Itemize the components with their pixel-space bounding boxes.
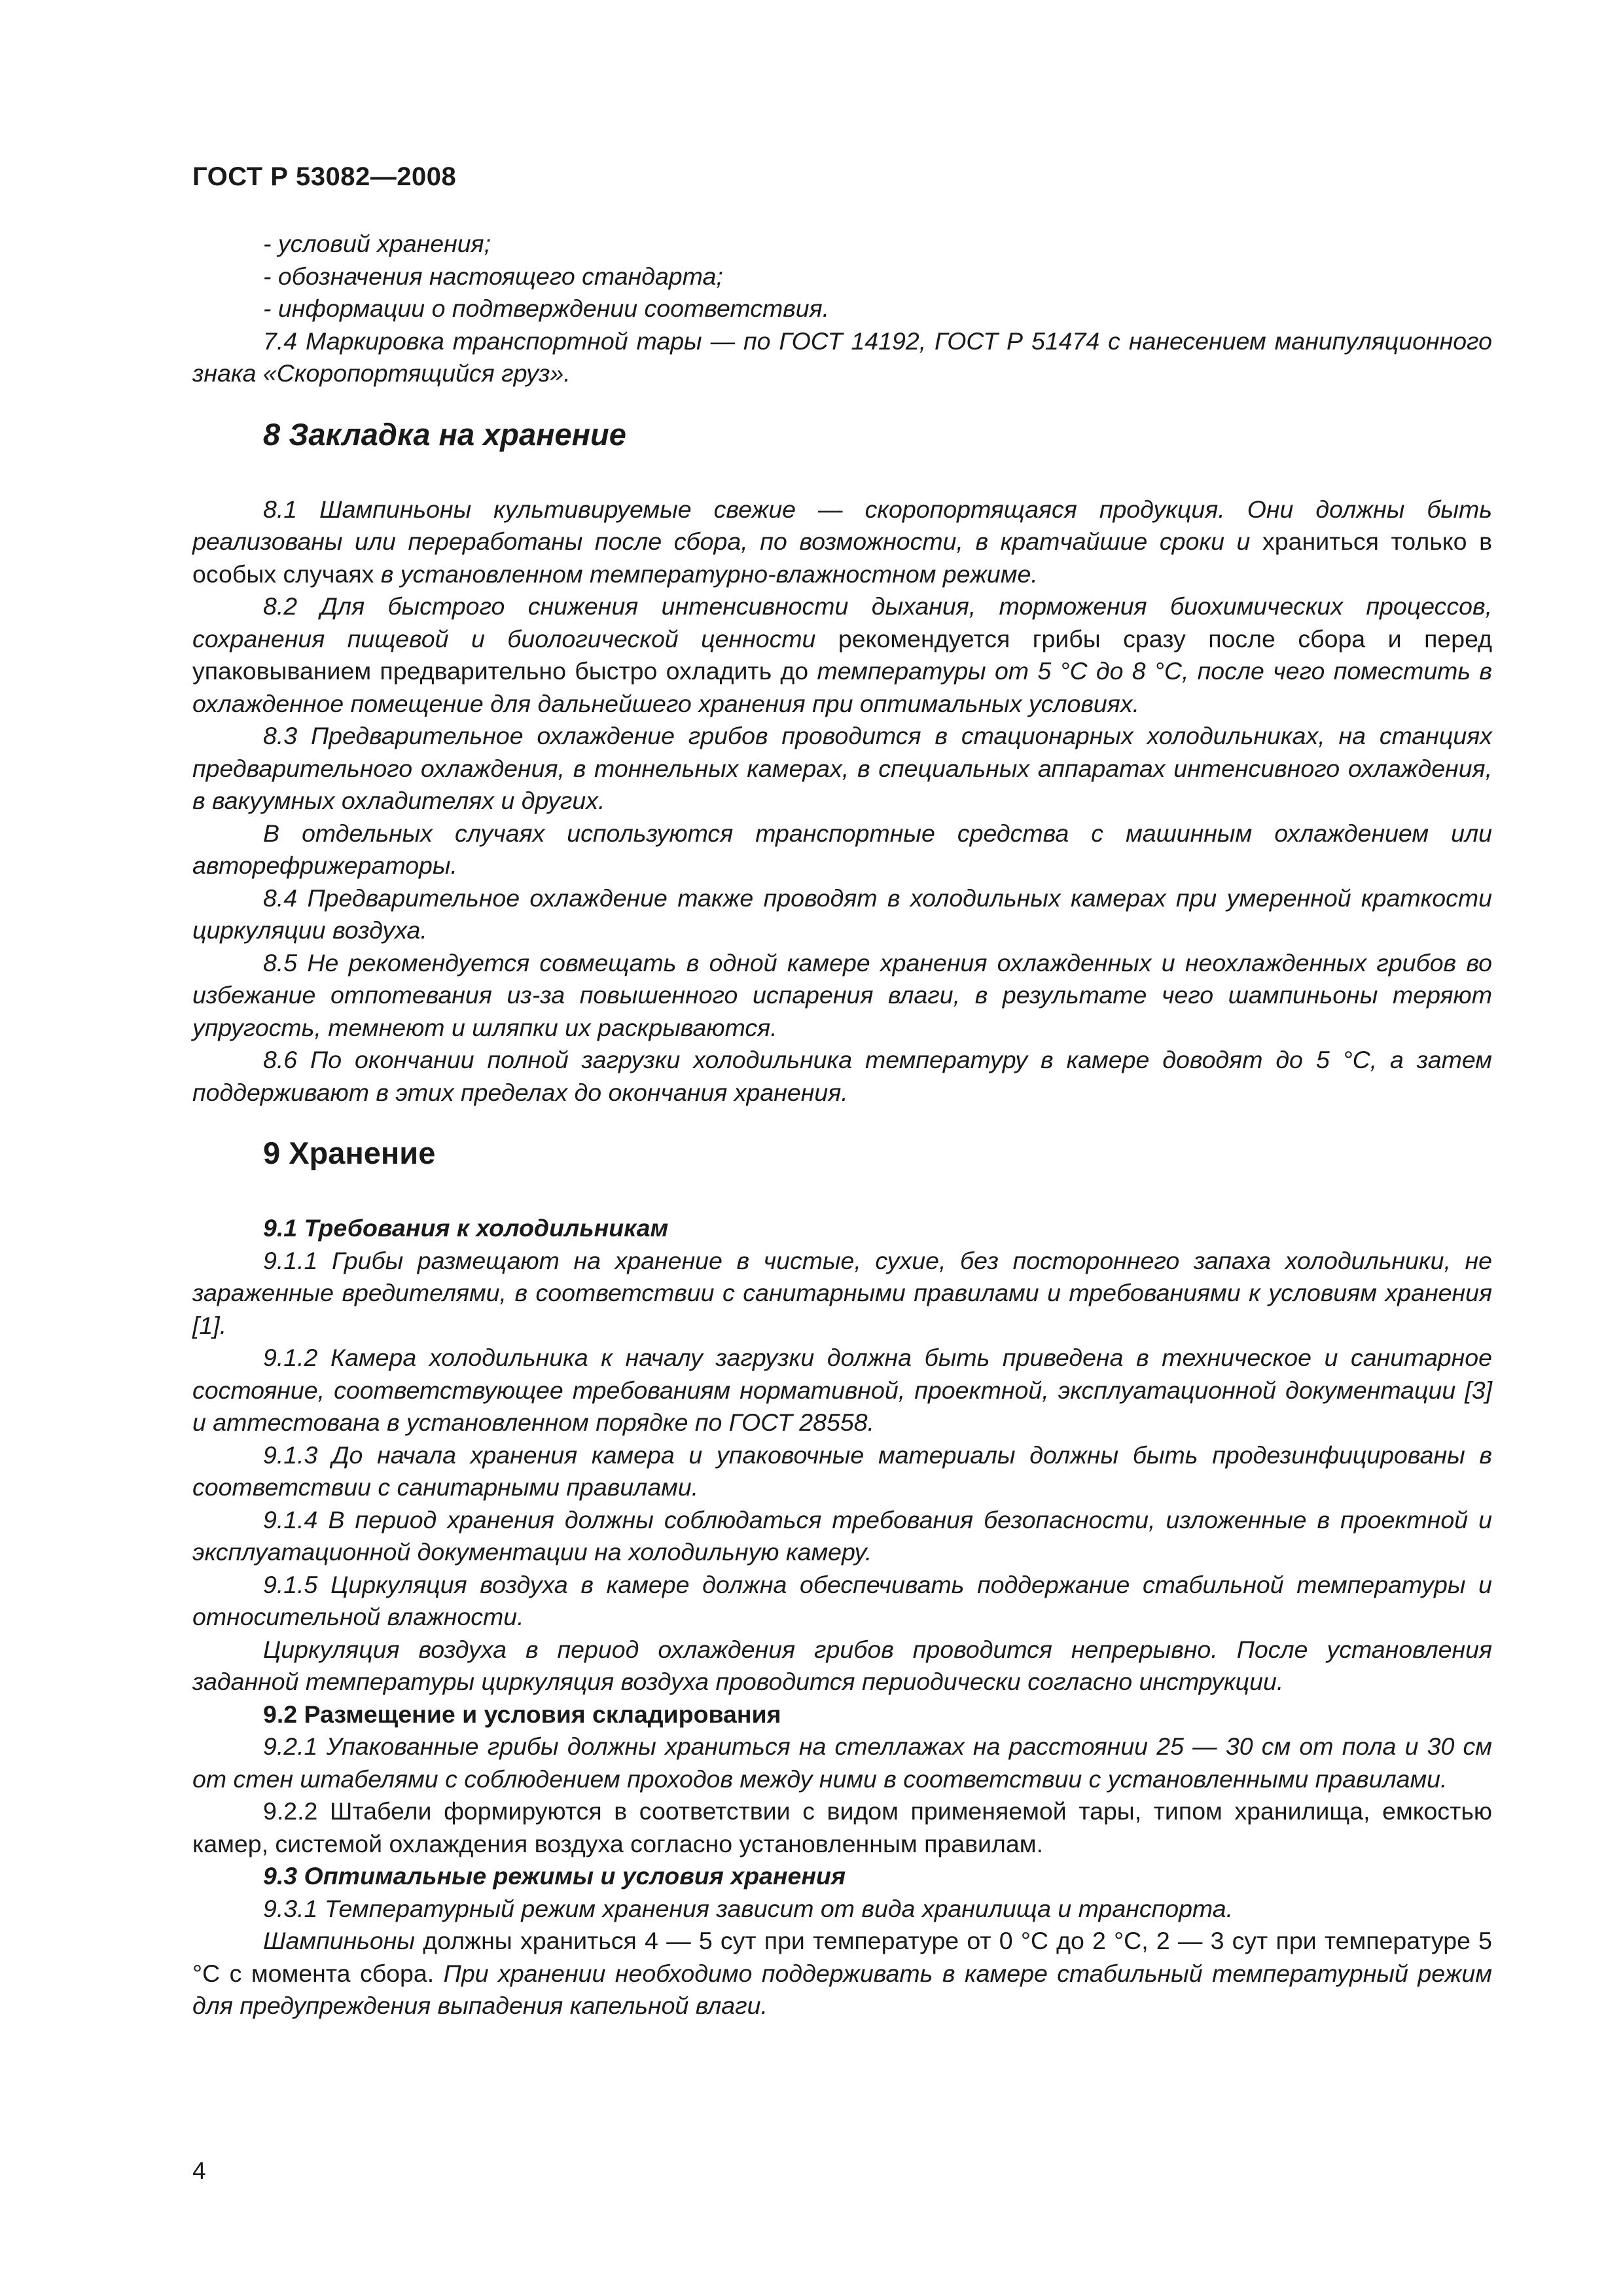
list-item-standard-designation: - обозначения настоящего стандарта;	[263, 262, 723, 290]
paragraph-8-2-part-b: рекомендуется грибы сразу после сбора и перед упаковыванием предварительно быстро охладить до	[192, 624, 1493, 685]
paragraph-8-2	[192, 590, 1492, 720]
page-number: 4	[192, 2157, 206, 2184]
paragraph-8-4: 8.4 Предварительное охлаждение также проводят в холодильных камерах при умеренной краткости циркуляции воздуха.	[192, 884, 1492, 944]
subsection-9-3-title: 9.3 Оптимальные режимы и условия хранения	[263, 1862, 846, 1890]
section-8-title: 8 Закладка на хранение	[263, 416, 626, 452]
paragraph-9-1-4: 9.1.4 В период хранения должны соблюдаться требования безопасности, изложенные в проектной и эксплуатационной документации на холодильную камеру.	[192, 1505, 1492, 1566]
paragraph-8-3-extra: В отдельных случаях используются транспортные средства с машинным охлаждением или авторефрижераторы.	[192, 819, 1492, 879]
paragraph-9-1-5-extra: Циркуляция воздуха в период охлаждения грибов проводится непрерывно. После установления заданной температуры циркуляция воздуха проводится периодически согласно инструкции.	[192, 1635, 1492, 1695]
paragraph-8-2-part-a: 8.2 Для быстрого снижения интенсивности дыхания, торможения биохимических процессов, сохранения пищевой и биологической ценности	[192, 592, 1492, 653]
paragraph-9-1-1: 9.1.1 Грибы размещают на хранение в чистые, сухие, без постороннего запаха холодильники, не зараженные вредителями, в соответствии с санитарными правилами и требованиями к условиям хранения [1].	[192, 1246, 1492, 1339]
paragraph-9-3-2-part-a: Шампиньоны	[263, 1927, 416, 1954]
paragraph-9-1-5: 9.1.5 Циркуляция воздуха в камере должна обеспечивать поддержание стабильной температуры и относительной влажности.	[192, 1570, 1492, 1630]
paragraph-9-3-2-part-b: должны храниться 4 — 5 сут при температуре от 0 °С до 2 °С, 2 — 3 сут при температуре 5 °С с момента сбора.	[192, 1927, 1492, 1987]
paragraph-8-1	[192, 493, 1492, 591]
paragraph-9-1-3: 9.1.3 До начала хранения камера и упаковочные материалы должны быть продезинфицированы в соответствии с санитарными правилами.	[192, 1441, 1492, 1501]
paragraph-9-3-2	[192, 1925, 1492, 2022]
paragraph-8-2-part-c: температуры от 5 °С до 8 °С, после чего поместить в охлажденное помещение для дальнейшего хранения при оптимальных условиях.	[192, 657, 1492, 717]
paragraph-9-3-2-part-c: При хранении необходимо поддерживать в камере стабильный температурный режим для предупреждения выпадения капельной влаги.	[192, 1959, 1492, 2019]
document-body	[192, 228, 1492, 2022]
subsection-9-1-title: 9.1 Требования к холодильникам	[263, 1214, 669, 1242]
list-item-storage-conditions: - условий хранения;	[263, 230, 491, 257]
paragraph-8-6: 8.6 По окончании полной загрузки холодильника температуру в камере доводят до 5 °С, а затем поддерживают в этих пределах до окончания хранения.	[192, 1046, 1492, 1106]
paragraph-8-5: 8.5 Не рекомендуется совмещать в одной камере хранения охлажденных и неохлажденных грибов во избежание отпотевания из-за повышенного испарения влаги, в результате чего шампиньоны теряют упругость, темнеют и шляпки их раскрываются.	[192, 948, 1492, 1041]
paragraph-9-3-1: 9.3.1 Температурный режим хранения зависит от вида хранилища и транспорта.	[263, 1894, 1234, 1922]
document-header: ГОСТ Р 53082—2008	[192, 162, 457, 191]
paragraph-9-1-2: 9.1.2 Камера холодильника к началу загрузки должна быть приведена в техническое и санитарное состояние, соответствующее требованиям нормативной, проектной, эксплуатационной документации [3] и аттестована в установленном порядке по ГОСТ 28558.	[192, 1344, 1492, 1436]
paragraph-8-1-part-c: в установленном температурно-влажностном режиме.	[374, 560, 1038, 588]
paragraph-7-4: 7.4 Маркировка транспортной тары — по ГОСТ 14192, ГОСТ Р 51474 с нанесением манипуляционного знака «Скоропортящийся груз».	[192, 327, 1492, 387]
paragraph-8-1-part-b: храниться только в особых случаях	[192, 528, 1492, 588]
list-item-conformity-info: - информации о подтверждении соответствия.	[263, 295, 830, 322]
paragraph-9-2-2: 9.2.2 Штабели формируются в соответствии с видом применяемой тары, типом хранилища, емкостью камер, системой охлаждения воздуха согласно установленным правилам.	[192, 1797, 1492, 1857]
section-9-title: 9 Хранение	[263, 1136, 436, 1170]
paragraph-8-1-part-a: 8.1 Шампиньоны культивируемые свежие — скоропортящаяся продукция. Они должны быть реализованы или переработаны после сбора, по возможности, в кратчайшие сроки и	[192, 495, 1492, 555]
paragraph-9-2-1: 9.2.1 Упакованные грибы должны храниться на стеллажах на расстоянии 25 — 30 см от пола и 30 см от стен штабелями с соблюдением проходов между ними в соответствии с установленными правилами.	[192, 1732, 1492, 1793]
paragraph-8-3: 8.3 Предварительное охлаждение грибов проводится в стационарных холодильниках, на станциях предварительного охлаждения, в тоннельных камерах, в специальных аппаратах интенсивного охлаждения, в вакуумных охладителях и других.	[192, 722, 1492, 814]
subsection-9-2-title: 9.2 Размещение и условия складирования	[263, 1700, 781, 1728]
